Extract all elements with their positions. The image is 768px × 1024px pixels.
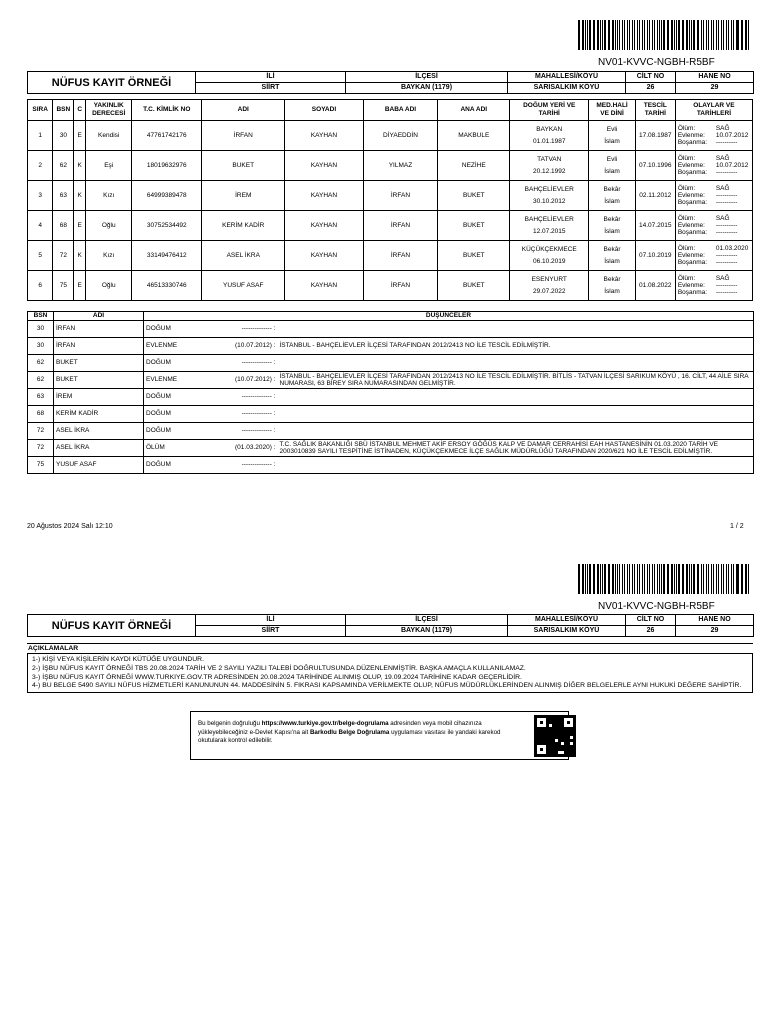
sira: 6 — [28, 271, 53, 301]
cinsiyet: E — [74, 211, 86, 241]
col-yakinlik: YAKINLIK DERECESİ — [86, 100, 132, 121]
dus-aciklama — [278, 457, 754, 474]
olaylar — [675, 181, 752, 211]
tc-kimlik: 30752534492 — [132, 211, 202, 241]
olay-value: 10.07.2012 — [715, 131, 749, 139]
sira: 4 — [28, 211, 53, 241]
dus-tur: DOĞUM — [144, 423, 228, 440]
olay-value: ---------- — [715, 221, 738, 229]
yakinlik: Oğlu — [86, 271, 132, 301]
olaylar — [675, 121, 752, 151]
col-baba: BABA ADI — [363, 100, 438, 121]
olay-value: Ölüm: — [677, 124, 696, 132]
doc-code-2: NV01-KVVC-NGBH-R5BF — [598, 601, 715, 612]
doc-title: NÜFUS KAYIT ÖRNEĞİ — [28, 72, 196, 94]
olay-value: ---------- — [715, 229, 738, 237]
ana-adi: NEZİHE — [438, 151, 510, 181]
dus-tarih: (01.03.2020) : — [228, 440, 278, 457]
col-mahalle-2: MAHALLESİ/KÖYÜ — [508, 615, 626, 626]
adi: YUSUF ASAF — [202, 271, 285, 301]
aciklama-item: 3-) İŞBU NÜFUS KAYIT ÖRNEĞİ WWW.TURKIYE.GOV.TR ADRESİNDEN 20.08.2024 TARİHİNDE ALINMIŞ OLUP, 19.09.2024 TARİHİNE KADAR GEÇERLİDİR. — [32, 674, 522, 681]
olay-value: ---------- — [715, 191, 738, 199]
dusunce-row — [28, 423, 754, 440]
doc-code-1: NV01-KVVC-NGBH-R5BF — [598, 57, 715, 68]
baba-adi: YILMAZ — [363, 151, 438, 181]
dogum-yeri-tarihi: BAHÇELİEVLER 12.07.2015 — [510, 211, 589, 241]
baba-adi: DİYAEDDİN — [363, 121, 438, 151]
olaylar — [675, 241, 752, 271]
dus-aciklama: T.C. SAĞLIK BAKANLIĞI SBÜ İSTANBUL MEHMET AKİF ERSOY GÖĞÜS KALP VE DAMAR CERRAHİSİ EAH HASTANESİNİN 01.03.2020 TARİH VE 2003010839 SAYILI TESPİTİNE İSTİNADEN, KÜÇÜKÇEKMECE İLÇE SAĞLIK MÜDÜRLÜĞÜ TARAFINDAN 2020/621 NO İLE TESCİL EDİLMİŞTİR. — [278, 440, 754, 457]
tescil-tarihi: 17.08.1987 — [635, 121, 675, 151]
dus-tarih: -------------- : — [228, 389, 278, 406]
col-cilt: CİLT NO — [626, 72, 676, 83]
olaylar — [675, 211, 752, 241]
olay-value: 01.03.2020 — [715, 244, 749, 252]
dusunce-row — [28, 372, 754, 389]
val-ilce-2: BAYKAN (1179) — [346, 626, 508, 637]
header-table-2 — [27, 614, 754, 637]
sira: 3 — [28, 181, 53, 211]
dus-tarih: -------------- : — [228, 355, 278, 372]
olay-value: Evlenme: — [677, 251, 705, 259]
olay-value: SAĞ — [715, 214, 730, 222]
header-table-1 — [27, 71, 754, 94]
dus-tarih: (10.07.2012) : — [228, 338, 278, 355]
col-ana: ANA ADI — [438, 100, 510, 121]
dogum-yeri-tarihi: KÜÇÜKÇEKMECE 06.10.2019 — [510, 241, 589, 271]
cinsiyet: K — [74, 151, 86, 181]
dus-tur: DOĞUM — [144, 321, 228, 338]
bsn: 72 — [53, 241, 74, 271]
col-ilce-2: İLÇESİ — [346, 615, 508, 626]
dogum-yeri-tarihi: BAYKAN 01.01.1987 — [510, 121, 589, 151]
olaylar — [675, 151, 752, 181]
medeni-hal-din: Bekâr İslam — [589, 211, 635, 241]
olay-value: SAĞ — [715, 154, 730, 162]
val-il: SİİRT — [196, 83, 346, 94]
dus-col-adi: ADI — [54, 312, 144, 321]
aciklama-item: 1-) KİŞİ VEYA KİŞİLERİN KAYDI KÜTÜĞE UYGUNDUR. — [32, 656, 204, 663]
col-soyadi: SOYADI — [285, 100, 363, 121]
yakinlik: Kendisi — [86, 121, 132, 151]
yakinlik: Oğlu — [86, 211, 132, 241]
baba-adi: İRFAN — [363, 211, 438, 241]
dus-aciklama — [278, 389, 754, 406]
adi: İREM — [202, 181, 285, 211]
tc-kimlik: 18019632976 — [132, 151, 202, 181]
tc-kimlik: 33149476412 — [132, 241, 202, 271]
olay-value: Ölüm: — [677, 154, 696, 162]
dusunce-row — [28, 457, 754, 474]
dus-tur: DOĞUM — [144, 406, 228, 423]
olay-value: Ölüm: — [677, 244, 696, 252]
sira: 1 — [28, 121, 53, 151]
adi: İRFAN — [202, 121, 285, 151]
yakinlik: Kızı — [86, 181, 132, 211]
tc-kimlik: 46513330746 — [132, 271, 202, 301]
olay-value: ---------- — [715, 259, 738, 267]
tescil-tarihi: 07.10.2019 — [635, 241, 675, 271]
val-ilce: BAYKAN (1179) — [346, 83, 508, 94]
sira: 5 — [28, 241, 53, 271]
print-datetime: 20 Ağustos 2024 Salı 12:10 — [27, 523, 113, 530]
bsn: 75 — [53, 271, 74, 301]
olay-value: ---------- — [715, 251, 738, 259]
medeni-hal-din: Bekâr İslam — [589, 181, 635, 211]
dus-col-dusunceler: DÜŞÜNCELER — [144, 312, 754, 321]
olay-value: Evlenme: — [677, 191, 705, 199]
aciklama-item: 2-) İŞBU NÜFUS KAYIT ÖRNEĞİ TBS 20.08.2024 TARİH VE 2 SAYILI YAZILI TALEBİ DOĞRULTUSUNDA DÜZENLENMİŞTİR. BAŞKA AMAÇLA KULLANILAMAZ. — [32, 665, 526, 672]
dus-bsn: 30 — [28, 338, 54, 355]
dus-tarih: -------------- : — [228, 423, 278, 440]
dusunce-row — [28, 321, 754, 338]
dogum-yeri-tarihi: ESENYURT 29.07.2022 — [510, 271, 589, 301]
verification-text: Bu belgenin doğruluğu https://www.turkiye.gov.tr/belge-dogrulama adresinden veya mobil cihazınıza yükleyebileceğiniz e-Devlet Kapısı'na ait Barkodlu Belge Doğrulama uygulaması vasıtası ile yandaki karekod okutularak kontrol edilebilir. — [198, 720, 501, 744]
col-tescil: TESCİL TARİHİ — [635, 100, 675, 121]
dus-adi: BUKET — [54, 372, 144, 389]
dus-tarih: -------------- : — [228, 406, 278, 423]
dus-adi: İRFAN — [54, 338, 144, 355]
ana-adi: MAKBULE — [438, 121, 510, 151]
person-row — [28, 181, 753, 211]
olay-value: 10.07.2012 — [715, 161, 749, 169]
col-adi: ADI — [202, 100, 285, 121]
ana-adi: BUKET — [438, 181, 510, 211]
baba-adi: İRFAN — [363, 181, 438, 211]
col-medeni: MED.HALİ VE DİNİ — [589, 100, 635, 121]
val-mahalle-2: SARISALKIM KÖYÜ — [508, 626, 626, 637]
dus-bsn: 62 — [28, 372, 54, 389]
soyadi: KAYHAN — [285, 271, 363, 301]
olay-value: Boşanma: — [677, 259, 708, 267]
medeni-hal-din: Evli İslam — [589, 151, 635, 181]
dusunce-row — [28, 406, 754, 423]
dus-adi: KERİM KADİR — [54, 406, 144, 423]
dus-aciklama — [278, 355, 754, 372]
olay-value: ---------- — [715, 199, 738, 207]
dus-aciklama: İSTANBUL - BAHÇELİEVLER İLÇESİ TARAFINDAN 2012/2413 NO İLE TESCİL EDİLMİŞTİR. — [278, 338, 754, 355]
dus-adi: İRFAN — [54, 321, 144, 338]
dus-col-bsn: BSN — [28, 312, 54, 321]
ana-adi: BUKET — [438, 211, 510, 241]
dus-bsn: 68 — [28, 406, 54, 423]
yakinlik: Eşi — [86, 151, 132, 181]
val-mahalle: SARISALKIM KÖYÜ — [508, 83, 626, 94]
dus-tarih: (10.07.2012) : — [228, 372, 278, 389]
tescil-tarihi: 07.10.1996 — [635, 151, 675, 181]
dus-tarih: -------------- : — [228, 457, 278, 474]
val-il-2: SİİRT — [196, 626, 346, 637]
person-row — [28, 211, 753, 241]
baba-adi: İRFAN — [363, 271, 438, 301]
col-tc: T.C. KİMLİK NO — [132, 100, 202, 121]
page-number: 1 / 2 — [730, 523, 744, 530]
olay-value: Boşanma: — [677, 229, 708, 237]
olay-value: SAĞ — [715, 274, 730, 282]
dus-adi: ASEL İKRA — [54, 423, 144, 440]
olay-value: Boşanma: — [677, 139, 708, 147]
person-row — [28, 121, 753, 151]
val-cilt: 26 — [626, 83, 676, 94]
col-c: C — [74, 100, 86, 121]
bsn: 63 — [53, 181, 74, 211]
dusunce-row — [28, 338, 754, 355]
dus-bsn: 62 — [28, 355, 54, 372]
dus-bsn: 63 — [28, 389, 54, 406]
col-hane-2: HANE NO — [676, 615, 754, 626]
dus-adi: YUSUF ASAF — [54, 457, 144, 474]
tescil-tarihi: 14.07.2015 — [635, 211, 675, 241]
soyadi: KAYHAN — [285, 151, 363, 181]
cinsiyet: E — [74, 271, 86, 301]
val-cilt-2: 26 — [626, 626, 676, 637]
dus-aciklama: İSTANBUL - BAHÇELİEVLER İLÇESİ TARAFINDAN 2012/2413 NO İLE TESCİL EDİLMİŞTİR. BİTLİS - TATVAN İLÇESİ SARIKUM KÖYÜ , 16. CİLT, 44 AİLE SIRA NUMARASI, 63 BİREY SIRA NUMARASINDAN GELMİŞTİR. — [278, 372, 754, 389]
olay-value: Evlenme: — [677, 131, 705, 139]
dus-aciklama — [278, 406, 754, 423]
dus-tur: EVLENME — [144, 338, 228, 355]
olay-value: SAĞ — [715, 184, 730, 192]
dus-bsn: 72 — [28, 423, 54, 440]
olay-value: ---------- — [715, 281, 738, 289]
dus-tur: DOĞUM — [144, 355, 228, 372]
dus-adi: BUKET — [54, 355, 144, 372]
dus-bsn: 30 — [28, 321, 54, 338]
medeni-hal-din: Evli İslam — [589, 121, 635, 151]
sira: 2 — [28, 151, 53, 181]
person-row — [28, 151, 753, 181]
olay-value: ---------- — [715, 289, 738, 297]
tescil-tarihi: 01.08.2022 — [635, 271, 675, 301]
dus-tur: EVLENME — [144, 372, 228, 389]
bsn: 62 — [53, 151, 74, 181]
dus-bsn: 72 — [28, 440, 54, 457]
dusunce-row — [28, 440, 754, 457]
olay-value: Ölüm: — [677, 184, 696, 192]
yakinlik: Kızı — [86, 241, 132, 271]
person-row — [28, 271, 753, 301]
col-mahalle: MAHALLESİ/KÖYÜ — [508, 72, 626, 83]
soyadi: KAYHAN — [285, 211, 363, 241]
val-hane: 29 — [676, 83, 754, 94]
olay-value: ---------- — [715, 169, 738, 177]
dus-adi: ASEL İKRA — [54, 440, 144, 457]
tescil-tarihi: 02.11.2012 — [635, 181, 675, 211]
persons-table — [27, 99, 753, 301]
dusunceler-table — [27, 311, 754, 474]
col-ilce: İLÇESİ — [346, 72, 508, 83]
dus-bsn: 75 — [28, 457, 54, 474]
medeni-hal-din: Bekâr İslam — [589, 241, 635, 271]
olay-value: ---------- — [715, 139, 738, 147]
dus-tur: DOĞUM — [144, 457, 228, 474]
aciklamalar-box — [27, 643, 753, 693]
dus-tarih: -------------- : — [228, 321, 278, 338]
olay-value: Ölüm: — [677, 274, 696, 282]
baba-adi: İRFAN — [363, 241, 438, 271]
olay-value: Evlenme: — [677, 161, 705, 169]
verification-link[interactable]: https://www.turkiye.gov.tr/belge-dogrulama — [261, 720, 389, 727]
soyadi: KAYHAN — [285, 121, 363, 151]
olay-value: Evlenme: — [677, 281, 705, 289]
dus-aciklama — [278, 423, 754, 440]
olay-value: Boşanma: — [677, 289, 708, 297]
col-bsn: BSN — [53, 100, 74, 121]
olay-value: SAĞ — [715, 124, 730, 132]
dus-tur: DOĞUM — [144, 389, 228, 406]
medeni-hal-din: Bekâr İslam — [589, 271, 635, 301]
aciklama-item: 4-) BU BELGE 5490 SAYILI NÜFUS HİZMETLERİ KANUNUNUN 44. MADDESİNİN 5. FIKRASI KAPSAMINDA VERİLMEKTE OLUP, NÜFUS MÜDÜRLÜKLERİNDEN ALINMIŞ DİĞER BELGELERLE AYNI HUKUKİ DEĞERE SAHİPTİR. — [32, 682, 742, 689]
dusunce-row — [28, 355, 754, 372]
aciklamalar-title: AÇIKLAMALAR — [27, 644, 753, 654]
adi: ASEL İKRA — [202, 241, 285, 271]
dogum-yeri-tarihi: TATVAN 20.12.1992 — [510, 151, 589, 181]
barcode-1 — [578, 20, 750, 50]
col-hane: HANE NO — [676, 72, 754, 83]
dusunce-row — [28, 389, 754, 406]
bsn: 68 — [53, 211, 74, 241]
qr-code[interactable] — [534, 715, 576, 757]
dus-aciklama — [278, 321, 754, 338]
col-cilt-2: CİLT NO — [626, 615, 676, 626]
olaylar — [675, 271, 752, 301]
olay-value: Evlenme: — [677, 221, 705, 229]
soyadi: KAYHAN — [285, 181, 363, 211]
barcode-2 — [578, 564, 750, 594]
col-il-2: İLİ — [196, 615, 346, 626]
dogum-yeri-tarihi: BAHÇELİEVLER 30.10.2012 — [510, 181, 589, 211]
tc-kimlik: 47761742176 — [132, 121, 202, 151]
olay-value: Boşanma: — [677, 199, 708, 207]
col-il: İLİ — [196, 72, 346, 83]
doc-title-2: NÜFUS KAYIT ÖRNEĞİ — [28, 615, 196, 637]
cinsiyet: K — [74, 241, 86, 271]
cinsiyet: E — [74, 121, 86, 151]
col-olaylar: OLAYLAR VE TARİHLERİ — [675, 100, 752, 121]
ana-adi: BUKET — [438, 271, 510, 301]
dus-adi: İREM — [54, 389, 144, 406]
adi: BUKET — [202, 151, 285, 181]
tc-kimlik: 64999389478 — [132, 181, 202, 211]
col-sira: SIRA — [28, 100, 53, 121]
olay-value: Ölüm: — [677, 214, 696, 222]
verification-box — [190, 711, 569, 760]
person-row — [28, 241, 753, 271]
col-dogum: DOĞUM YERİ VE TARİHİ — [510, 100, 589, 121]
adi: KERİM KADİR — [202, 211, 285, 241]
dus-tur: ÖLÜM — [144, 440, 228, 457]
bsn: 30 — [53, 121, 74, 151]
ana-adi: BUKET — [438, 241, 510, 271]
soyadi: KAYHAN — [285, 241, 363, 271]
olay-value: Boşanma: — [677, 169, 708, 177]
cinsiyet: K — [74, 181, 86, 211]
val-hane-2: 29 — [676, 626, 754, 637]
